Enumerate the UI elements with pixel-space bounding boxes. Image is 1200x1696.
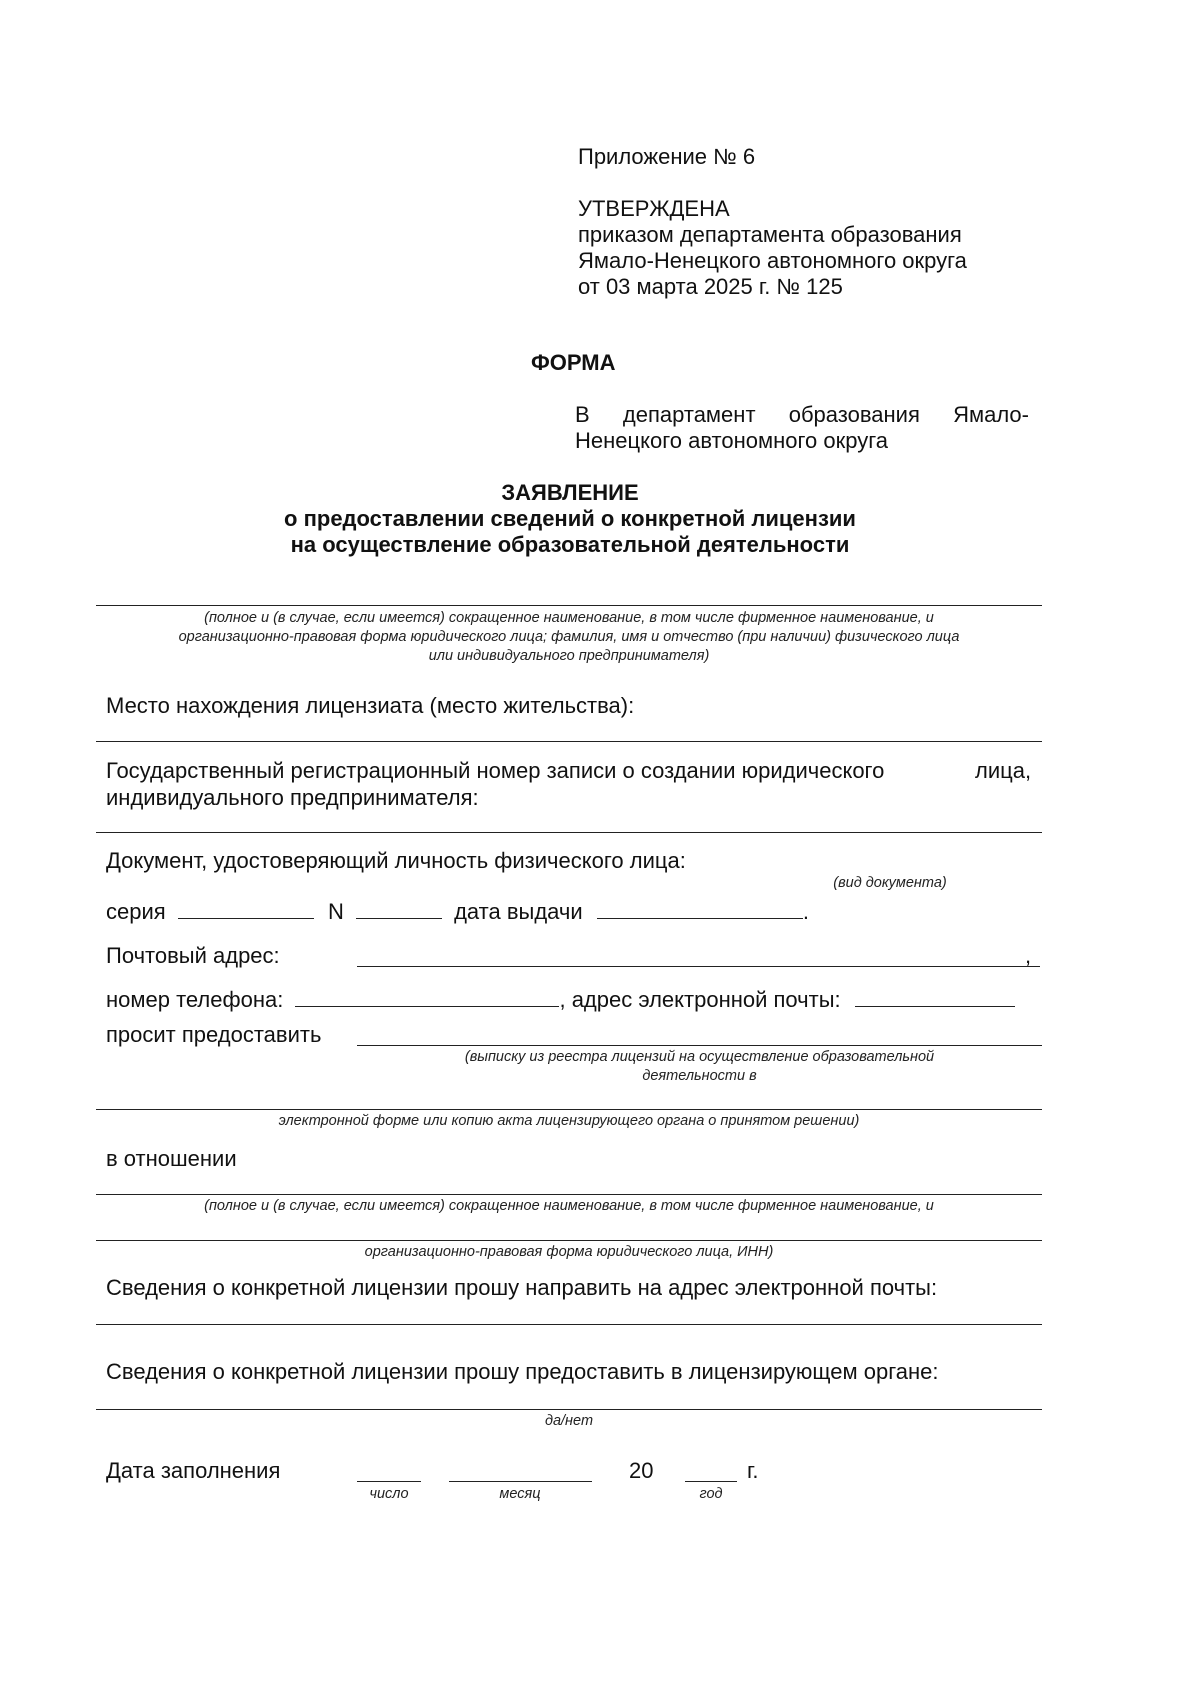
issue-date-end: . [802, 899, 809, 924]
number-label: N [327, 899, 344, 924]
id-document-label: Документ, удостоверяющий личность физического лица: [106, 848, 686, 873]
issue-date-label: дата выдачи [454, 899, 583, 924]
addressee-line-2: Ненецкого автономного округа [575, 428, 889, 453]
phone-label: номер телефона: [106, 987, 284, 1012]
approved-label: УТВЕРЖДЕНА [578, 196, 730, 221]
issue-date-field[interactable] [597, 896, 803, 919]
number-field[interactable] [356, 896, 442, 919]
email-field[interactable] [855, 984, 1015, 1007]
request-field-continued[interactable] [96, 1109, 1042, 1110]
form-label: ФОРМА [531, 350, 616, 375]
regarding-field-continued[interactable] [96, 1240, 1042, 1241]
series-label: серия [106, 899, 166, 924]
postal-address-label: Почтовый адрес: [106, 943, 280, 968]
approved-order-line-3: от 03 марта 2025 г. № 125 [578, 274, 843, 299]
fill-date-year-field[interactable] [685, 1481, 737, 1482]
request-hint-2: деятельности в [642, 1068, 757, 1084]
ogrn-label-line-1: Государственный регистрационный номер записи о создании юридического [106, 758, 885, 783]
fill-date-month-hint: месяц [499, 1486, 541, 1502]
fill-date-day-field[interactable] [357, 1481, 421, 1482]
request-label: просит предоставить [106, 1022, 322, 1047]
regarding-hint-2: организационно-правовая форма юридического лица, ИНН) [364, 1244, 774, 1260]
applicant-name-hint-2: организационно-правовая форма юридического лица; фамилия, имя и отчество (при наличии) физического лица [178, 629, 960, 645]
applicant-name-line[interactable] [96, 605, 1042, 606]
request-hint-1: (выписку из реестра лицензий на осуществление образовательной [464, 1049, 935, 1065]
applicant-name-hint-1: (полное и (в случае, если имеется) сокращенное наименование, в том числе фирменное наименование, и [204, 610, 934, 626]
provide-office-label: Сведения о конкретной лицензии прошу предоставить в лицензирующем органе: [106, 1359, 939, 1384]
fill-date-label: Дата заполнения [106, 1458, 281, 1483]
document-subtitle-line-2: на осуществление образовательной деятельности [290, 532, 850, 557]
fill-date-day-hint: число [369, 1486, 409, 1502]
addressee-word-4: Ямало- [953, 402, 1029, 427]
fill-date-month-field[interactable] [449, 1481, 592, 1482]
applicant-name-hint-3: или индивидуального предпринимателя) [428, 648, 710, 664]
fill-date-year-hint: год [699, 1486, 723, 1502]
ogrn-label-line-1-end: лица, [975, 758, 1032, 783]
document-subtitle-line-1: о предоставлении сведений о конкретной лицензии [284, 506, 856, 531]
email-label: , адрес электронной почты: [559, 987, 841, 1012]
postal-address-end: , [1025, 943, 1032, 968]
request-field[interactable] [357, 1045, 1042, 1046]
ogrn-label-line-2: индивидуального предпринимателя: [106, 785, 479, 810]
series-field[interactable] [178, 896, 314, 919]
addressee-word-3: образования [788, 402, 920, 427]
addressee [575, 402, 1029, 428]
addressee-word-1: В [575, 402, 590, 427]
fill-date-year-suffix: г. [747, 1458, 759, 1483]
id-document-type-hint: (вид документа) [833, 875, 947, 891]
provide-office-field[interactable] [96, 1409, 1042, 1410]
appendix-number: Приложение № 6 [578, 144, 756, 169]
series-row [106, 896, 809, 925]
regarding-label: в отношении [106, 1146, 237, 1171]
document-title: ЗАЯВЛЕНИЕ [501, 480, 639, 505]
send-email-label: Сведения о конкретной лицензии прошу направить на адрес электронной почты: [106, 1275, 938, 1300]
location-label: Место нахождения лицензиата (место жительства): [106, 693, 635, 718]
regarding-field[interactable] [96, 1194, 1042, 1195]
contacts-row [106, 984, 1015, 1013]
approved-order-line-1: приказом департамента образования [578, 222, 962, 247]
send-email-field[interactable] [96, 1324, 1042, 1325]
postal-address-field[interactable] [357, 966, 1040, 967]
addressee-word-2: департамент [622, 402, 756, 427]
fill-date-century: 20 [629, 1458, 654, 1483]
regarding-hint-1: (полное и (в случае, если имеется) сокращенное наименование, в том числе фирменное наименование, и [204, 1198, 934, 1214]
ogrn-line[interactable] [96, 832, 1042, 833]
location-line[interactable] [96, 741, 1042, 742]
request-hint-3: электронной форме или копию акта лицензирующего органа о принятом решении) [278, 1113, 860, 1129]
yes-no-hint: да/нет [544, 1413, 594, 1429]
phone-field[interactable] [295, 984, 559, 1007]
approved-order-line-2: Ямало-Ненецкого автономного округа [578, 248, 967, 273]
